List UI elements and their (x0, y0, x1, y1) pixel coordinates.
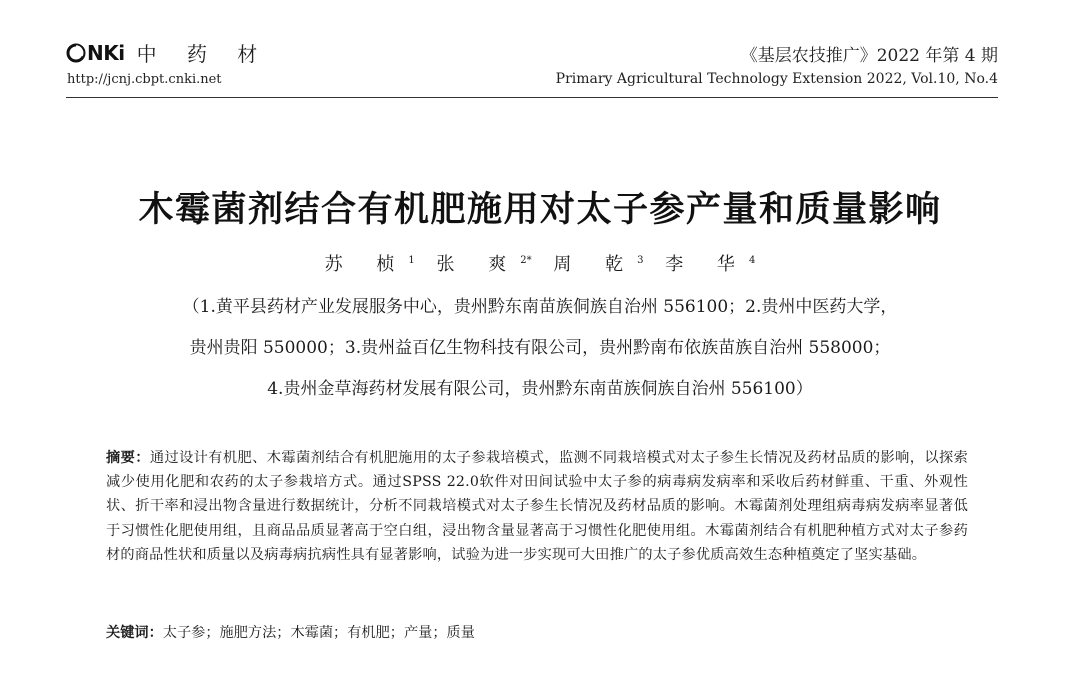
abstract (106, 446, 968, 567)
cnki-logo-text: NKi (87, 40, 125, 65)
header-divider (66, 97, 998, 98)
journal-name-en: Primary Agricultural Technology Extension 2022, Vol.10, No.4 (555, 71, 998, 87)
affiliation-line: 贵州贵阳 550000；3.贵州益百亿生物科技有限公司，贵州黔南布依族苗族自治州 558000； (189, 338, 891, 358)
journal-name-cn: 《基层农技推广》2022 年第 4 期 (740, 46, 998, 66)
logo-subtitle: 中 药 材 (136, 42, 270, 66)
author-name: 李 华$^4$ (665, 254, 756, 275)
author-name: 周 乾$^3$ (553, 254, 644, 275)
keywords-text: 太子参；施肥方法；木霉菌；有机肥；产量；质量 (162, 625, 475, 641)
abstract-text: 通过设计有机肥、木霉菌剂结合有机肥施用的太子参栽培模式，监测不同栽培模式对太子参生长情况及药材品质的影响，以探索减少使用化肥和农药的太子参栽培方式。通过SPSS 22.0软件对田间试验中太子参的病毒病发病率和采收后药材鲜重、干重、外观性状、折干率和浸出物含量进行数据统计，分析不同栽培模式对太子参生长情况及药材品质的影响。木霉菌剂处理组病毒病发病率显著低于习惯性化肥使用组，且商品品质显著高于空白组，浸出物含量显著高于习惯性化肥使用组。木霉菌剂结合有机肥种植方式对太子参药材的商品性状和质量以及病毒病抗病性具有显著影响，试验为进一步实现可大田推广的太子参优质高效生态种植奠定了坚实基础。 (106, 450, 968, 563)
affiliation-line: （1.黄平县药材产业发展服务中心，贵州黔东南苗族侗族自治州 556100；2.贵州中医药大学， (182, 297, 898, 317)
journal-logo (66, 38, 269, 67)
author-name: 张 爽$^{2*}$ (436, 254, 532, 275)
author-list (0, 250, 1080, 276)
author-name: 苏 桢$^1$ (324, 254, 415, 275)
affiliation-line: 4.贵州金草海药材发展有限公司，贵州黔东南苗族侗族自治州 556100） (267, 379, 813, 399)
abstract-label: 摘要： (106, 450, 150, 466)
site-url[interactable]: http://jcnj.cbpt.cnki.net (67, 72, 222, 87)
cnki-logo (66, 41, 125, 65)
keywords (106, 622, 475, 642)
page-header (0, 0, 1080, 100)
article-title: 木霉菌剂结合有机肥施用对太子参产量和质量影响 (138, 190, 942, 230)
keywords-label: 关键词： (106, 625, 163, 641)
cnki-globe-icon (66, 43, 86, 63)
